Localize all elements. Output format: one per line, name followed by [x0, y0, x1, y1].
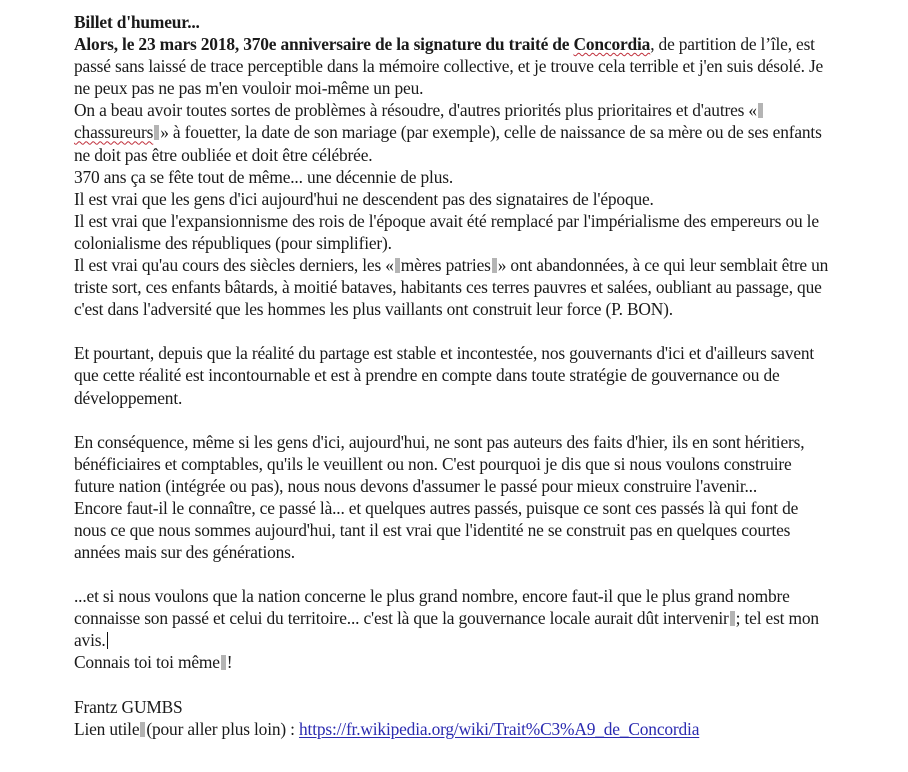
connais-before: Connais toi toi même [74, 652, 220, 673]
nation-before: ...et si nous voulons que la nation concerne le plus grand nombre, encore faut-il que le plus grand nombre connaisse son passé et celui du territoire... c'est là que la gouvernance locale aurait dût intervenir [74, 586, 790, 629]
lien-label-after: (pour aller plus loin) : [146, 718, 300, 739]
lien-label-before: Lien utile [74, 718, 140, 739]
paragraph-encore: Encore faut-il le connaître, ce passé là... et quelques autres passés, puisque ce sont ces passés là qui font de nous ce que nous sommes aujourd'hui, tant il est vrai que l'identité ne se construit pas en quelques courtes années mais sur des générations. [74, 497, 799, 563]
paragraph-nation [74, 585, 834, 651]
paragraph-expansionnisme: Il est vrai que l'expansionnisme des rois de l'époque avait été remplacé par l'impérialisme des empereurs ou le colonialisme des républiques (pour simplifier). [74, 210, 819, 253]
paragraph-lien [74, 718, 834, 740]
paragraph-pourtant: Et pourtant, depuis que la réalité du partage est stable et incontestée, nos gouvernants d'ici et d'ailleurs savent que cette réalité est incontournable et est à prendre en compte dans toute stratégie de gouvernance ou de développement. [74, 343, 815, 408]
intro-rest: , de partition de l’île, est passé sans laissé de trace perceptible dans la mémoire collective, et je trouve cela terrible et j'en suis désolé. Je ne peux pas ne pas m'en vouloir moi-même un peu. [74, 34, 824, 99]
formatting-mark-nbsp-icon [221, 655, 226, 670]
paragraph-spacer [74, 409, 834, 431]
misspelled-word-concordia: Concordia [573, 34, 651, 55]
paragraph-problemes [74, 99, 834, 165]
paragraph-siecles [74, 254, 834, 320]
paragraph-spacer [74, 563, 834, 585]
siecles-after: » ont abandonnées, à ce qui leur semblait être un triste sort, ces enfants bâtards, à moitié bataves, habitants ces terres pauvres et salées, oubliant au passage, que c'est dans l'adversité que les hommes les plus vaillants ont construit leur force (P. BON). [74, 255, 829, 320]
intro-bold-lead: Alors, le 23 mars 2018, 370e anniversaire de la signature du traité de [74, 34, 574, 55]
siecles-before: Il est vrai qu'au cours des siècles derniers, les « [74, 255, 394, 276]
paragraph-signature: Frantz GUMBS [74, 696, 183, 717]
misspelled-word-chassureurs: chassureurs [74, 122, 154, 143]
formatting-mark-nbsp-icon [758, 103, 763, 118]
wikipedia-hyperlink[interactable]: https://fr.wikipedia.org/wiki/Trait%C3%A9_de_Concordia [299, 718, 700, 739]
formatting-mark-nbsp-icon [730, 611, 735, 626]
paragraph-gens: Il est vrai que les gens d'ici aujourd'hui ne descendent pas des signataires de l'époque. [74, 188, 654, 209]
problemes-after: » à fouetter, la date de son mariage (par exemple), celle de naissance de sa mère ou de ses enfants ne doit pas être oubliée et doit être célébrée. [74, 122, 822, 165]
text-cursor-caret [107, 632, 109, 649]
formatting-mark-nbsp-icon [492, 258, 497, 273]
paragraph-spacer [74, 674, 834, 696]
nation-after: ; tel est mon avis. [74, 608, 819, 651]
paragraph-intro [74, 33, 834, 99]
paragraph-consequence: En conséquence, même si les gens d'ici, aujourd'hui, ne sont pas auteurs des faits d'hier, ils en sont héritiers, bénéficiaires et comptables, qu'ils le veuillent ou non. C'est pourquoi je dis que si nous voulons construire future nation (intégrée ou pas), nous nous devons d'assumer le passé pour mieux construire l'avenir... [74, 431, 805, 496]
paragraph-spacer [74, 320, 834, 342]
paragraph-connais [74, 651, 834, 673]
formatting-mark-nbsp-icon [154, 125, 159, 140]
siecles-quoted: mères patries [400, 255, 491, 276]
connais-after: ! [226, 652, 233, 673]
problemes-before: On a beau avoir toutes sortes de problèmes à résoudre, d'autres priorités plus prioritaires et d'autres « [74, 100, 757, 121]
formatting-mark-nbsp-icon [395, 258, 400, 273]
document-title: Billet d'humeur... [74, 12, 200, 32]
formatting-mark-nbsp-icon [140, 722, 145, 737]
paragraph-370ans: 370 ans ça se fête tout de même... une décennie de plus. [74, 166, 453, 187]
